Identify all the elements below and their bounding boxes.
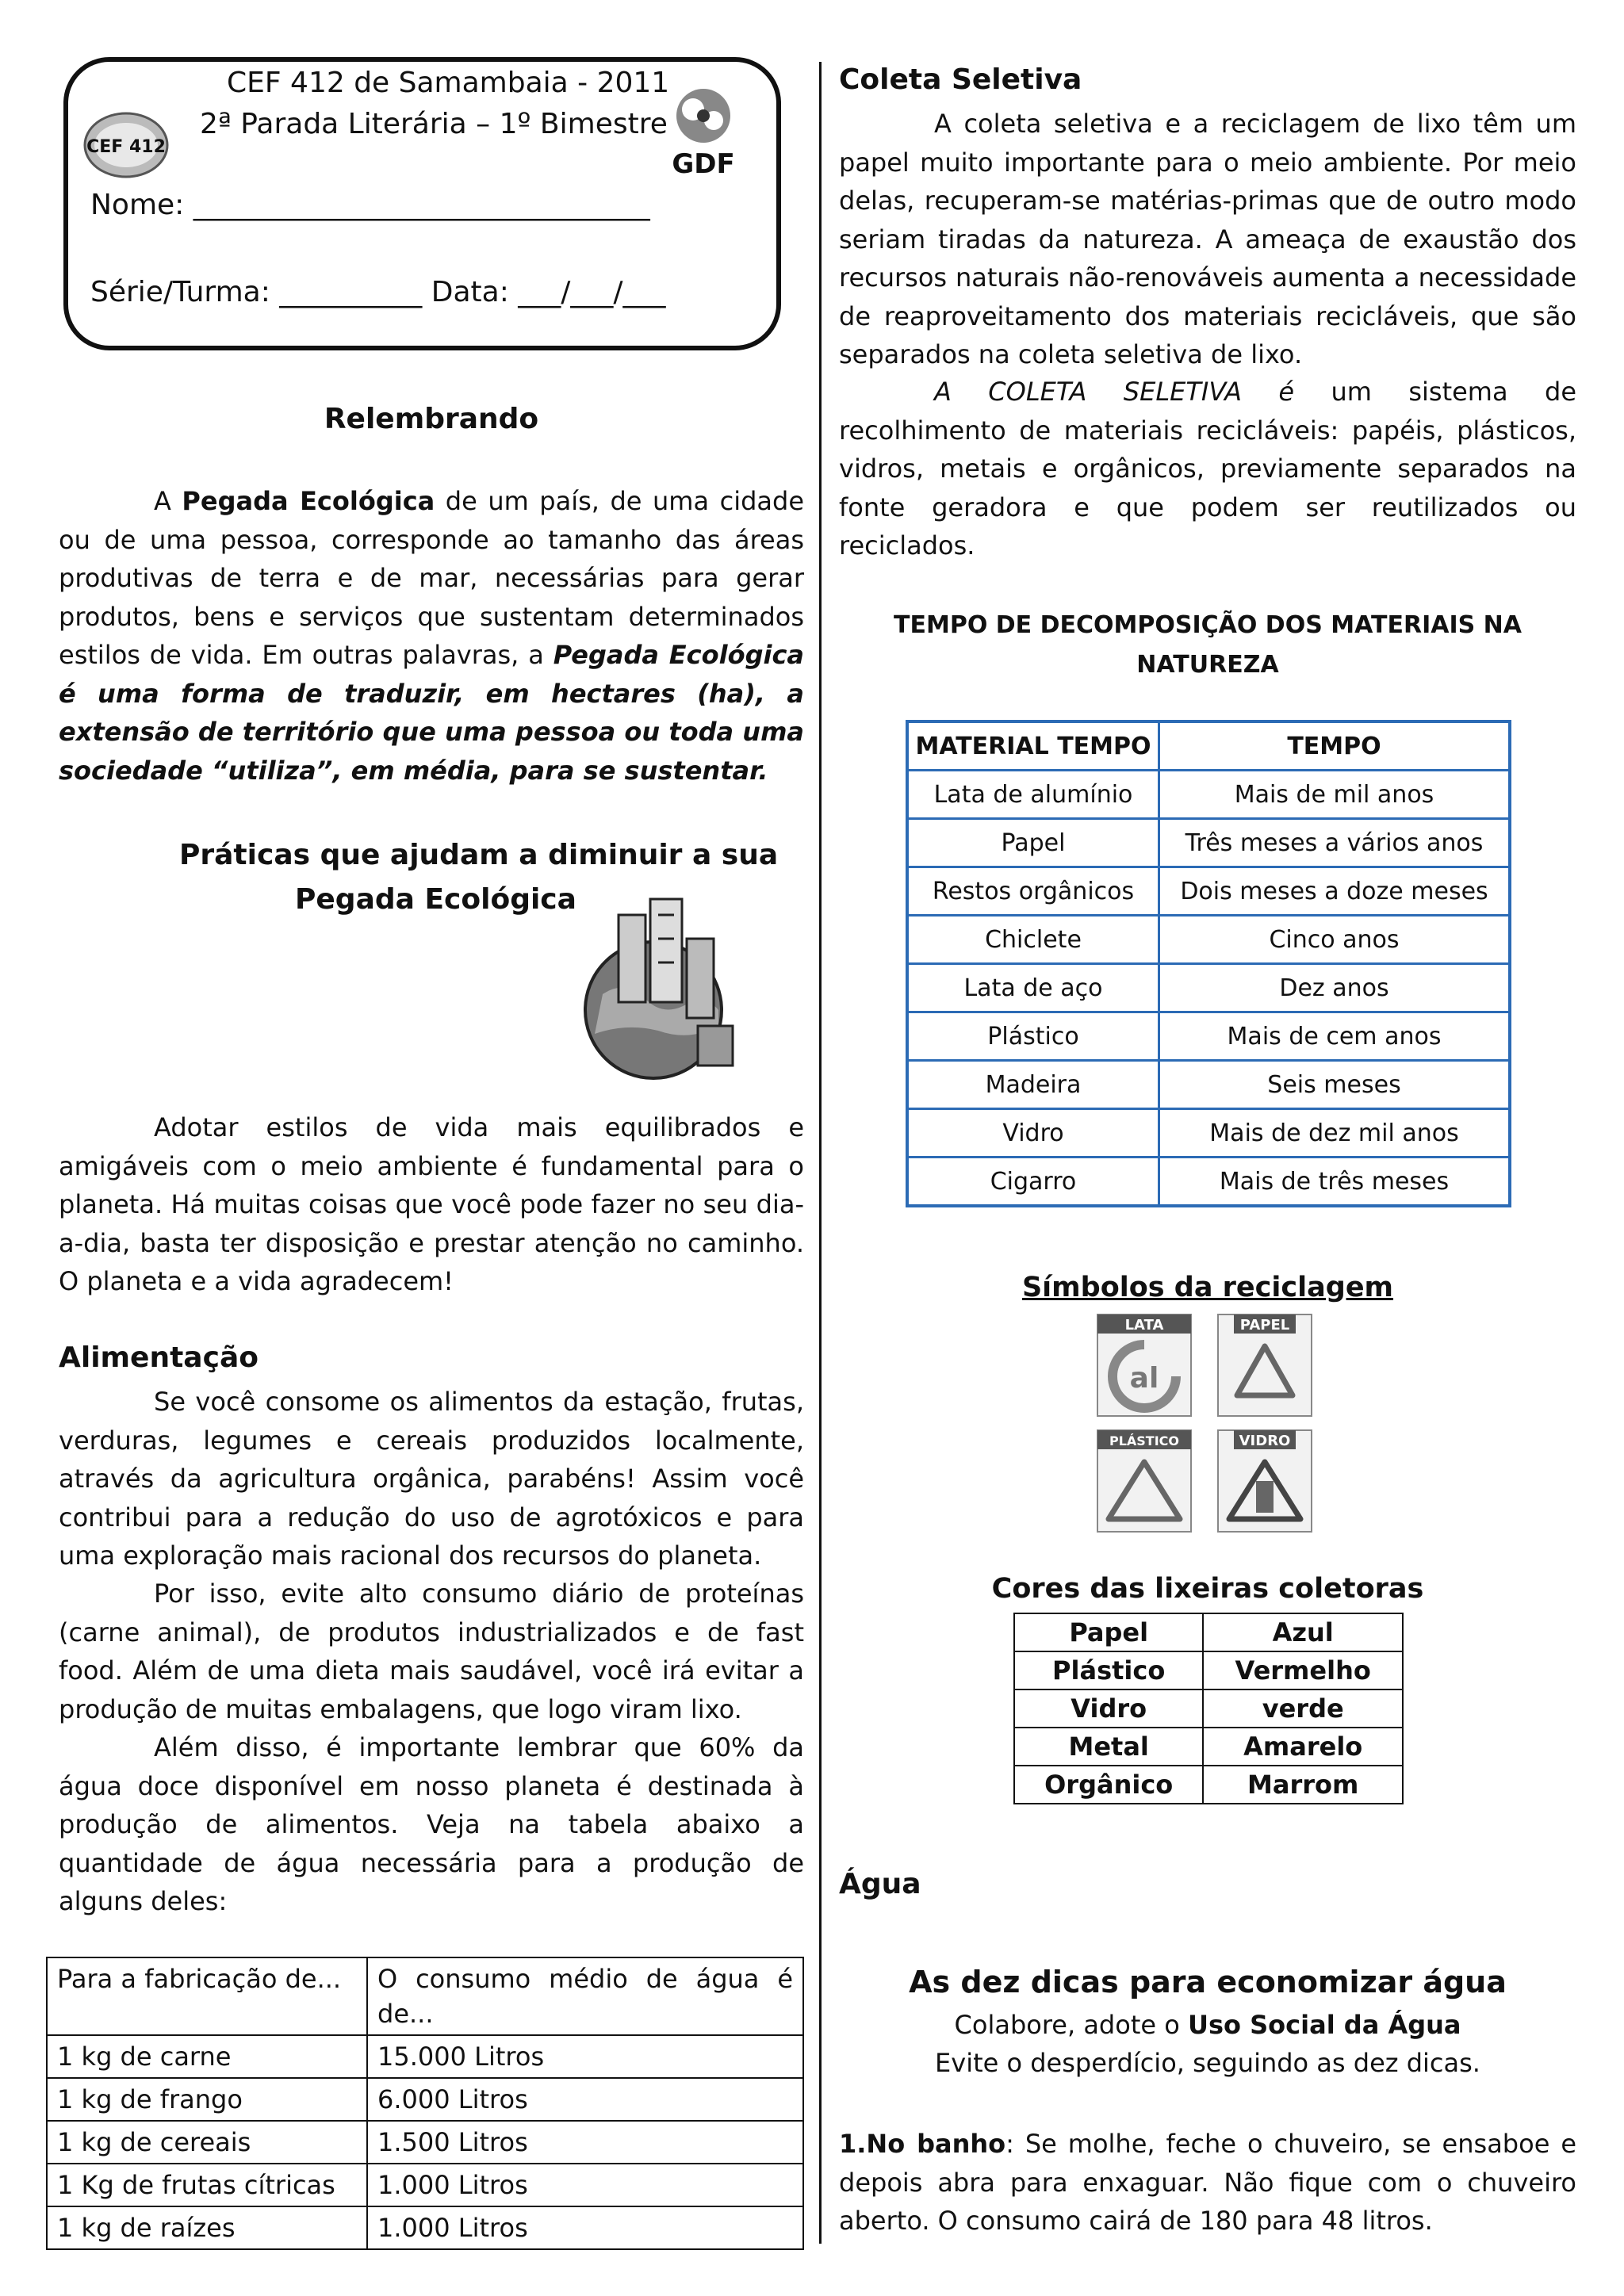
lata-label: LATA (1124, 1317, 1164, 1334)
gdf-logo (660, 84, 747, 179)
table-cell: verde (1203, 1689, 1403, 1728)
praticas-title-1: Práticas que ajudam a diminuir a sua (179, 839, 779, 871)
table-cell: Seis meses (1159, 1061, 1511, 1109)
table-cell: Madeira (907, 1061, 1159, 1109)
table-cell: Cinco anos (1159, 916, 1511, 964)
table-cell: 1 Kg de frutas cítricas (47, 2164, 367, 2206)
table-cell: 1 kg de frango (47, 2078, 367, 2121)
event-line: 2ª Parada Literária – 1º Bimestre (200, 108, 668, 140)
table-cell: 1.500 Litros (367, 2121, 803, 2164)
decomposition-title: TEMPO DE DECOMPOSIÇÃO DOS MATERIAIS NA NATUREZA (894, 611, 1522, 679)
table-row (907, 1061, 1510, 1109)
papel-symbol-icon (1218, 1314, 1312, 1416)
cef-logo (82, 109, 170, 181)
coleta-title: Coleta Seletiva (839, 63, 1082, 96)
dicas-subtitle-2: Evite o desperdício, seguindo as dez dicas. (935, 2048, 1480, 2078)
alimentacao-paragraph-1: Se você consome os alimentos da estação, frutas, verduras, legumes e cereais produzidos localmente, através da agricultura orgânica, parabéns! Assim você contribui para a redução do uso de agrotóxicos e para uma exploração mais racional dos recursos do planeta. (59, 1387, 804, 1571)
table-cell: 15.000 Litros (367, 2035, 803, 2078)
table-row (1014, 1766, 1403, 1804)
table-cell: Orgânico (1014, 1766, 1203, 1804)
table-cell: Metal (1014, 1728, 1203, 1766)
table-row (907, 916, 1510, 964)
table-header-row (907, 721, 1510, 771)
table-cell: 1.000 Litros (367, 2206, 803, 2249)
plastico-label: PLÁSTICO (1109, 1433, 1180, 1448)
coleta-paragraph-1: A coleta seletiva e a reciclagem de lixo têm um papel muito importante para o meio ambiente. Por meio delas, recuperam-se matérias-primas que de outro modo seriam tiradas da natureza. A ameaça de exaustão dos recursos naturais não-renováveis aumenta a necessidade de reaproveitamento dos materiais recicláveis, que são separados na coleta seletiva de lixo. (839, 109, 1576, 369)
table-row (907, 867, 1510, 916)
table-cell: Vermelho (1203, 1651, 1403, 1689)
table-cell: Amarelo (1203, 1728, 1403, 1766)
table-cell: Dez anos (1159, 964, 1511, 1012)
table-cell: Mais de três meses (1159, 1158, 1511, 1207)
table-row (907, 771, 1510, 819)
praticas-title-2: Pegada Ecológica (295, 883, 576, 916)
table-header-cell: TEMPO (1159, 721, 1511, 771)
gdf-logo-text: GDF (672, 148, 735, 179)
column-divider (819, 62, 822, 2244)
table-cell: Azul (1203, 1613, 1403, 1651)
table-cell: Lata de aço (907, 964, 1159, 1012)
vidro-label: VIDRO (1239, 1433, 1291, 1449)
table-row (47, 2121, 803, 2164)
table-cell: Mais de mil anos (1159, 771, 1511, 819)
water-consumption-table (46, 1957, 804, 2250)
dicas-subtitle-1: Colabore, adote o Uso Social da Água (954, 2010, 1461, 2040)
table-cell: Plástico (907, 1012, 1159, 1061)
table-cell: 1 kg de carne (47, 2035, 367, 2078)
alimentacao-title: Alimentação (59, 1341, 259, 1374)
table-cell: O consumo médio de água é de... (367, 1957, 803, 2035)
alimentacao-paragraph-2: Por isso, evite alto consumo diário de proteínas (carne animal), de produtos industrializados e de fast food. Além de uma dieta mais saudável, você irá evitar a produção de muitas embalagens, que logo viram lixo. (59, 1578, 804, 1724)
table-header-cell: MATERIAL TEMPO (907, 721, 1159, 771)
table-row (47, 2164, 803, 2206)
papel-label: PAPEL (1239, 1317, 1290, 1334)
table-cell: Três meses a vários anos (1159, 819, 1511, 867)
table-cell: Papel (1014, 1613, 1203, 1651)
table-row (47, 2078, 803, 2121)
relembrando-title: Relembrando (324, 403, 539, 435)
pegada-paragraph: A Pegada Ecológica de um país, de uma cidade ou de uma pessoa, corresponde ao tamanho das áreas produtivas de terra e de mar, necessárias para gerar produtos, bens e serviços que sustentam determinados estilos de vida. Em outras palavras, a Pegada Ecológica é uma forma de traduzir, em hectares (ha), a extensão de território que uma pessoa ou toda uma sociedade “utiliza”, em média, para se sustentar. (59, 486, 805, 786)
cef-logo-text: CEF 412 (86, 137, 166, 157)
school-line: CEF 412 de Samambaia - 2011 (227, 67, 670, 99)
coleta-paragraph-2: A COLETA SELETIVA é um sistema de recolhimento de materiais recicláveis: papéis, plásticos, vidros, metais e orgânicos, previamente separados na fonte geradora e que podem ser reutilizados ou reciclados. (839, 377, 1576, 561)
simbolos-title: Símbolos da reciclagem (1021, 1272, 1394, 1303)
table-row (907, 1158, 1510, 1207)
table-cell: Dois meses a doze meses (1159, 867, 1511, 916)
vidro-symbol-icon (1218, 1430, 1312, 1532)
table-cell: Marrom (1203, 1766, 1403, 1804)
table-row (1014, 1689, 1403, 1728)
table-row (907, 964, 1510, 1012)
table-row (907, 1109, 1510, 1158)
alimentacao-paragraph-3: Além disso, é importante lembrar que 60% da água doce disponível em nosso planeta é destinada à produção de alimentos. Veja na tabela abaixo a quantidade de água necessária para a produção de alguns deles: (59, 1732, 804, 1916)
header-box (63, 57, 781, 350)
table-row (1014, 1613, 1403, 1651)
lata-inner-label: al (1129, 1362, 1159, 1395)
table-cell: Vidro (1014, 1689, 1203, 1728)
table-row (1014, 1651, 1403, 1689)
cores-title: Cores das lixeiras coletoras (991, 1573, 1424, 1605)
table-cell: Mais de dez mil anos (1159, 1109, 1511, 1158)
name-field[interactable]: Nome: ________________________________ (90, 189, 650, 221)
agua-title: Água (839, 1868, 921, 1900)
table-cell: Cigarro (907, 1158, 1159, 1207)
decomposition-table (906, 720, 1511, 1207)
globe-city-illustration (571, 891, 745, 1081)
table-cell: Chiclete (907, 916, 1159, 964)
table-row (907, 819, 1510, 867)
adotar-paragraph: Adotar estilos de vida mais equilibrados e amigáveis com o meio ambiente é fundamental para o planeta. Há muitas coisas que você pode fazer no seu dia-a-dia, basta ter disposição e prestar atenção no caminho. O planeta e a vida agradecem! (59, 1112, 804, 1296)
table-cell: 1.000 Litros (367, 2164, 803, 2206)
table-row (47, 2206, 803, 2249)
table-cell: Para a fabricação de... (47, 1957, 367, 2035)
dica-1: 1.No banho: Se molhe, feche o chuveiro, se ensaboe e depois abra para enxaguar. Não fique com o chuveiro aberto. O consumo cairá de 180 para 48 litros. (839, 2129, 1577, 2236)
lata-symbol-icon (1097, 1314, 1191, 1416)
plastico-symbol-icon (1097, 1430, 1191, 1532)
table-row (1014, 1728, 1403, 1766)
table-cell: 1 kg de cereais (47, 2121, 367, 2164)
table-cell: Vidro (907, 1109, 1159, 1158)
table-header-row (47, 1957, 803, 2035)
table-cell: Restos orgânicos (907, 867, 1159, 916)
class-date-field[interactable]: Série/Turma: __________ Data: ___/___/___ (90, 276, 666, 308)
recycling-symbols (1094, 1311, 1324, 1535)
dicas-title: As dez dicas para economizar água (909, 1965, 1507, 1999)
table-cell: Papel (907, 819, 1159, 867)
bin-colors-table (1013, 1613, 1404, 1804)
table-cell: Lata de alumínio (907, 771, 1159, 819)
table-cell: 1 kg de raízes (47, 2206, 367, 2249)
table-cell: 6.000 Litros (367, 2078, 803, 2121)
table-row (47, 2035, 803, 2078)
table-cell: Mais de cem anos (1159, 1012, 1511, 1061)
table-row (907, 1012, 1510, 1061)
table-cell: Plástico (1014, 1651, 1203, 1689)
